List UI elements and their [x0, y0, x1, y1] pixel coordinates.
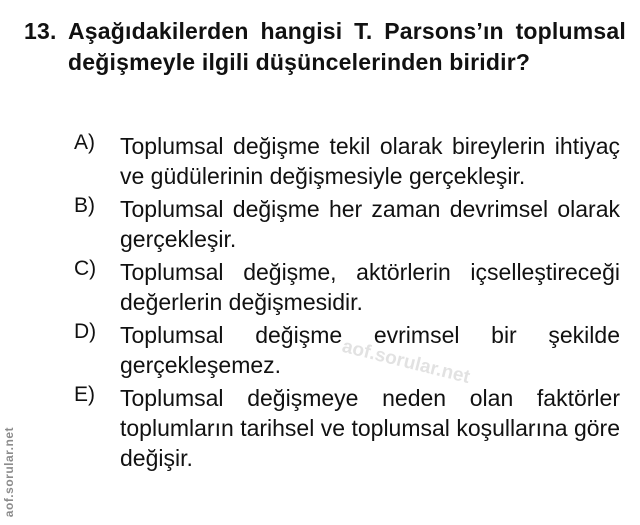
option-letter: C) — [74, 257, 97, 280]
option-letter: B) — [74, 194, 95, 217]
options-list — [74, 131, 620, 476]
question-header — [24, 16, 626, 78]
option-letter: E) — [74, 383, 95, 406]
option-text: Toplumsal değişme her zaman devrimsel olarak gerçekleşir. — [120, 196, 620, 252]
center-watermark: aof.sorular.net — [339, 336, 473, 389]
option-b[interactable] — [74, 194, 620, 254]
option-text: Toplumsal değişme evrimsel bir şekilde gerçekleşemez. — [120, 322, 620, 378]
option-a[interactable] — [74, 131, 620, 191]
option-letter: D) — [74, 320, 97, 343]
option-text: Toplumsal değişmeye neden olan faktörler toplumların tarihsel ve toplumsal koşullarına göre değişir. — [120, 385, 620, 471]
question-text: Aşağıdakilerden hangisi T. Parsons’ın toplumsal değişmeyle ilgili düşüncelerinden biridir? — [68, 18, 626, 75]
question-block — [24, 16, 626, 78]
option-d[interactable] — [74, 320, 620, 380]
option-c[interactable] — [74, 257, 620, 317]
side-watermark: aof.sorular.net — [2, 426, 16, 517]
question-number: 13. — [24, 18, 57, 44]
option-text: Toplumsal değişme, aktörlerin içselleştireceği değerlerin değişmesidir. — [120, 259, 620, 315]
option-letter: A) — [74, 131, 95, 154]
option-e[interactable] — [74, 383, 620, 473]
option-text: Toplumsal değişme tekil olarak bireylerin ihtiyaç ve güdülerinin değişmesiyle gerçekleşir. — [120, 133, 620, 189]
